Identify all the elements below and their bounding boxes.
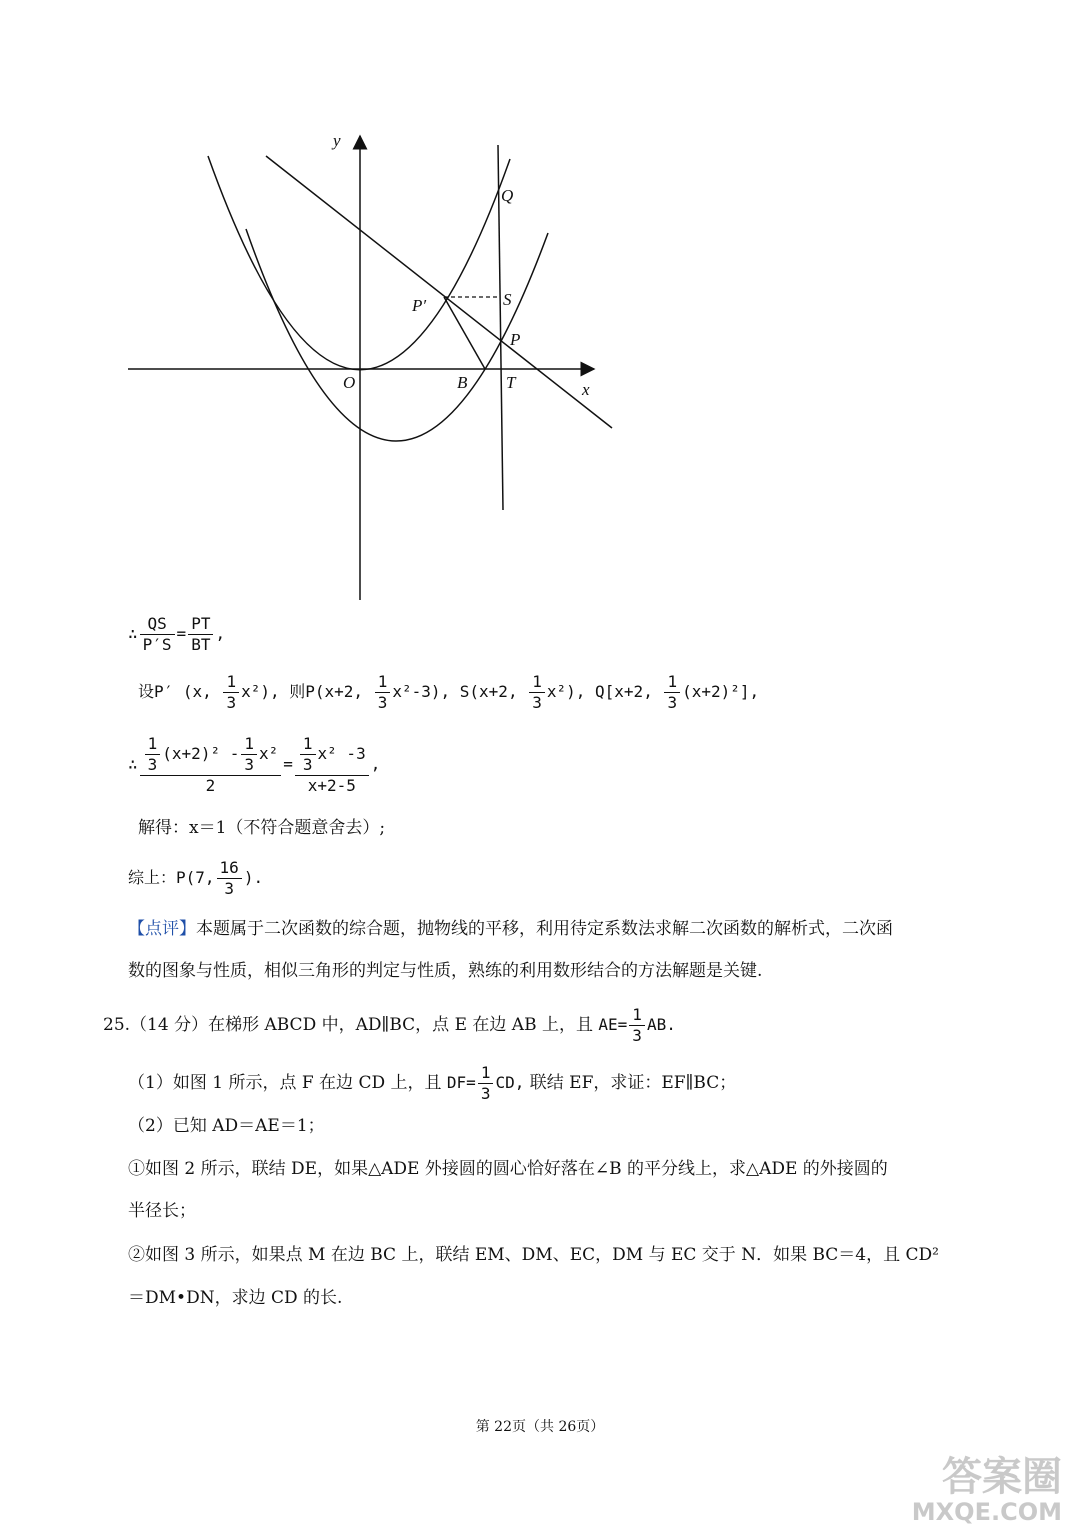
ratio-equation: ∴ $\frac{QS}{P'S}$ = $\frac{PT}{BT}$ , — [128, 614, 226, 654]
label-S: S — [503, 290, 512, 309]
comment-line-1: 【点评】本题属于二次函数的综合题，抛物线的平移，利用待定系数法求解二次函数的解析式，二次函 — [128, 919, 893, 939]
comment-line-2: 数的图象与性质，相似三角形的判定与性质，熟练的利用数形结合的方法解题是关键. — [128, 961, 763, 981]
label-T: T — [506, 373, 516, 392]
problem25-sub2-line1: ②如图 3 所示，如果点 M 在边 BC 上，联结 EM、DM、EC，DM 与 EC 交于 N．如果 BC＝4，且 CD² — [128, 1245, 939, 1265]
segment-Pprime-B — [444, 297, 485, 369]
parabola-lower — [246, 229, 548, 441]
comment-tag: 【点评】 — [128, 919, 196, 939]
label-Q: Q — [501, 186, 514, 205]
problem25-sub2-line2: ＝DM•DN，求边 CD 的长. — [128, 1288, 343, 1308]
main-equation: ∴ $\frac{1}{3}$ (x+2)² - $\frac{1}{3}$ x² 2 = $\frac{1}{3}$ x² -3 x+2-5 , — [128, 734, 381, 795]
set-points-line: 设P′ (x, $\frac{1}{3}$ x²), 则P(x+2, $\frac{1}{3}$ x²-3), S(x+2, $\frac{1}{3}$ x²), Q[x+2, $\frac{1}{3}$ (x+2)²], — [138, 672, 760, 712]
label-P: P — [510, 330, 521, 349]
graph-figure — [0, 0, 1080, 610]
parabola-upper — [208, 156, 510, 370]
problem25-sub1-line2: 半径长； — [128, 1201, 196, 1221]
label-origin: O — [343, 373, 356, 392]
watermark-logo: 答案圈 MXQE.COM — [911, 1454, 1062, 1526]
line-decreasing — [266, 156, 612, 428]
page-footer: 第 22页（共 26页） — [475, 1419, 605, 1435]
label-Pprime: P′ — [412, 296, 427, 315]
problem25-sub1-line1: ①如图 2 所示，联结 DE，如果△ADE 外接圆的圆心恰好落在∠B 的平分线上，求△ADE 的外接圆的 — [128, 1159, 888, 1179]
problem25-part1: （1）如图 1 所示，点 F 在边 CD 上，且 DF= $\frac{1}{3}$ CD, 联结 EF，求证：EF∥BC； — [128, 1063, 737, 1103]
label-B: B — [457, 373, 468, 392]
label-x: x — [582, 380, 590, 399]
problem25-part2: （2）已知 AD＝AE＝1； — [128, 1116, 325, 1136]
summary-line: 综上：P(7, $\frac{16}{3}$ ). — [128, 858, 264, 898]
solved-line: 解得：x＝1（不符合题意舍去）; — [138, 818, 386, 838]
label-y: y — [333, 131, 341, 150]
problem25-head: 25.（14 分）在梯形 ABCD 中，AD∥BC，点 E 在边 AB 上，且 AE= $\frac{1}{3}$ AB. — [103, 1005, 676, 1045]
